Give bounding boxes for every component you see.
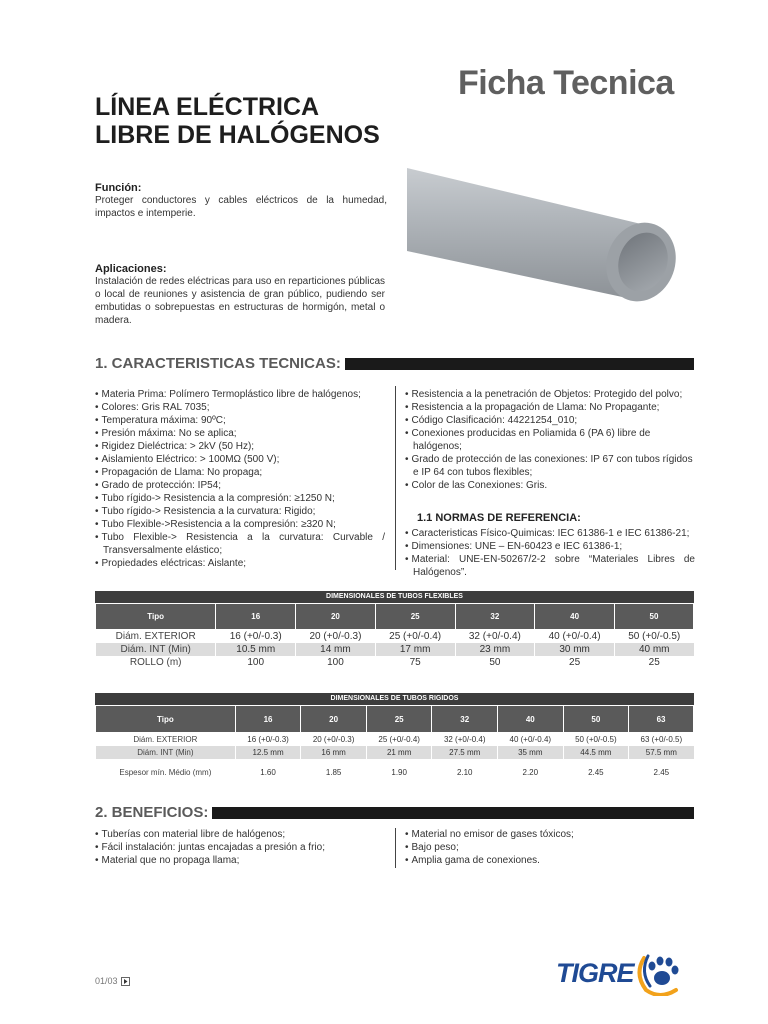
table-cell: 100 xyxy=(296,656,376,669)
list-item: • Propiedades eléctricas: Aislante; xyxy=(95,557,385,570)
section2-bar xyxy=(212,807,694,819)
section2-right-column xyxy=(405,828,695,867)
list-item: • Temperatura máxima: 90ºC; xyxy=(95,414,385,427)
table-rigid-grid xyxy=(95,705,694,787)
table-cell: 25 (+0/-0.4) xyxy=(366,733,432,746)
table-cell: 35 mm xyxy=(498,746,564,759)
list-item: • Material: UNE-EN-50267/2-2 sobre “Materiales Libres de Halógenos”. xyxy=(405,553,695,579)
section1-title: 1. CARACTERISTICAS TECNICAS: xyxy=(95,355,341,372)
column-divider xyxy=(395,386,396,570)
column-header: 16 xyxy=(235,706,301,733)
table-cell: 50 xyxy=(455,656,535,669)
row-label: Espesor mín. Médio (mm) xyxy=(96,759,236,787)
table-cell: 32 (+0/-0.4) xyxy=(432,733,498,746)
table-cell: 25 xyxy=(535,656,615,669)
table-row xyxy=(96,630,694,644)
table-cell: 16 mm xyxy=(301,746,367,759)
paw-logo-icon xyxy=(636,950,684,996)
table-row xyxy=(96,656,694,669)
table-row xyxy=(96,643,694,656)
list-item: • Color de las Conexiones: Gris. xyxy=(405,479,695,492)
row-label: Diám. EXTERIOR xyxy=(96,733,236,746)
table-cell: 27.5 mm xyxy=(432,746,498,759)
table-cell: 21 mm xyxy=(366,746,432,759)
table-cell: 16 (+0/-0.3) xyxy=(235,733,301,746)
table-cell: 12.5 mm xyxy=(235,746,301,759)
aplicaciones-label: Aplicaciones: xyxy=(95,263,167,275)
table-cell: 40 mm xyxy=(614,643,693,656)
table-flexible xyxy=(95,591,694,669)
row-label: Diám. INT (Min) xyxy=(96,746,236,759)
normas-title: 1.1 NORMAS DE REFERENCIA: xyxy=(417,512,581,524)
title-line-1: LÍNEA ELÉCTRICA xyxy=(95,93,320,121)
row-label: Diám. INT (Min) xyxy=(96,643,216,656)
document-title xyxy=(95,93,380,149)
table-cell: 1.90 xyxy=(366,759,432,787)
table-row xyxy=(96,759,694,787)
table-cell: 1.60 xyxy=(235,759,301,787)
section2-title: 2. BENEFICIOS: xyxy=(95,804,209,821)
list-item: • Rigidez Dieléctrica: > 2kV (50 Hz); xyxy=(95,440,385,453)
list-item: • Caracteristicas Físico-Quimicas: IEC 61386-1 e IEC 61386-21; xyxy=(405,527,695,540)
column-header: 40 xyxy=(535,604,615,630)
list-item: • Colores: Gris RAL 7035; xyxy=(95,401,385,414)
column-header: 32 xyxy=(455,604,535,630)
brand-text: TIGRE xyxy=(556,957,634,988)
section2-left-column xyxy=(95,828,385,867)
table-cell: 2.45 xyxy=(629,759,694,787)
list-item: • Resistencia a la propagación de Llama: No Propagante; xyxy=(405,401,695,414)
list-item: • Tuberías con material libre de halógenos; xyxy=(95,828,385,841)
list-item: • Grado de protección: IP54; xyxy=(95,479,385,492)
table-cell: 44.5 mm xyxy=(563,746,629,759)
table-cell: 1.85 xyxy=(301,759,367,787)
column-header: 20 xyxy=(296,604,376,630)
column-header: 20 xyxy=(301,706,367,733)
funcion-block xyxy=(95,182,387,220)
table-cell: 75 xyxy=(375,656,455,669)
list-item: • Material que no propaga llama; xyxy=(95,854,385,867)
tigre-logo xyxy=(556,950,684,996)
section1-left-list xyxy=(95,388,385,570)
table-cell: 16 (+0/-0.3) xyxy=(216,630,296,644)
column-header: 63 xyxy=(629,706,694,733)
table-cell: 57.5 mm xyxy=(629,746,694,759)
list-item: • Propagación de Llama: No propaga; xyxy=(95,466,385,479)
table-cell: 40 (+0/-0.4) xyxy=(535,630,615,644)
section1-bar xyxy=(345,358,694,370)
table-cell: 32 (+0/-0.4) xyxy=(455,630,535,644)
column-header: 40 xyxy=(498,706,564,733)
page-number-text: 01/03 xyxy=(95,976,118,986)
table-cell: 14 mm xyxy=(296,643,376,656)
section2-left-list xyxy=(95,828,385,867)
list-item: • Aislamiento Eléctrico: > 100MΩ (500 V); xyxy=(95,453,385,466)
list-item: • Fácil instalación: juntas encajadas a presión a frio; xyxy=(95,841,385,854)
list-item: • Tubo Flexible-> Resistencia a la curvatura: Curvable / Transversalmente elástico; xyxy=(95,531,385,557)
column-header: 25 xyxy=(375,604,455,630)
table-cell: 10.5 mm xyxy=(216,643,296,656)
table-cell: 25 xyxy=(614,656,693,669)
section2-header xyxy=(95,804,694,821)
list-item: • Material no emisor de gases tóxicos; xyxy=(405,828,695,841)
table-cell: 25 (+0/-0.4) xyxy=(375,630,455,644)
column-header: 16 xyxy=(216,604,296,630)
table-cell: 50 (+0/-0.5) xyxy=(614,630,693,644)
row-label: ROLLO (m) xyxy=(96,656,216,669)
table-cell: 2.45 xyxy=(563,759,629,787)
table-cell: 17 mm xyxy=(375,643,455,656)
table-flexible-grid xyxy=(95,603,694,669)
list-item: • Conexiones producidas en Poliamida 6 (PA 6) libre de halógenos; xyxy=(405,427,695,453)
table-row xyxy=(96,746,694,759)
aplicaciones-block xyxy=(95,263,385,327)
list-item: • Código Clasificación: 44221254_010; xyxy=(405,414,695,427)
column-header: 50 xyxy=(614,604,693,630)
column-header: 32 xyxy=(432,706,498,733)
table-cell: 20 (+0/-0.3) xyxy=(296,630,376,644)
column-header: Tipo xyxy=(96,604,216,630)
column-divider-2 xyxy=(395,828,396,868)
next-page-icon[interactable] xyxy=(121,977,130,986)
list-item: • Materia Prima: Polímero Termoplástico libre de halógenos; xyxy=(95,388,385,401)
section1-header xyxy=(95,355,694,372)
normas-list xyxy=(405,527,695,579)
table-cell: 23 mm xyxy=(455,643,535,656)
table-cell: 2.20 xyxy=(498,759,564,787)
row-label: Diám. EXTERIOR xyxy=(96,630,216,644)
section1-left-column xyxy=(95,388,385,570)
list-item: • Tubo rígido-> Resistencia a la curvatura: Rigido; xyxy=(95,505,385,518)
section1-right-column xyxy=(405,388,695,579)
list-item: • Grado de protección de las conexiones: IP 67 con tubos rígidos e IP 64 con tubos flexibles; xyxy=(405,453,695,479)
list-item: • Bajo peso; xyxy=(405,841,695,854)
funcion-text: Proteger conductores y cables eléctricos de la humedad, impactos e intemperie. xyxy=(95,195,387,219)
list-item: • Amplia gama de conexiones. xyxy=(405,854,695,867)
table-cell: 20 (+0/-0.3) xyxy=(301,733,367,746)
table-rigid xyxy=(95,693,694,787)
pipe-image xyxy=(405,156,680,311)
section1-right-list xyxy=(405,388,695,492)
table-rigid-caption: DIMENSIONALES DE TUBOS RIGIDOS xyxy=(95,693,694,705)
column-header: 50 xyxy=(563,706,629,733)
table-cell: 30 mm xyxy=(535,643,615,656)
funcion-label: Función: xyxy=(95,182,142,194)
list-item: • Tubo rígido-> Resistencia a la compresión: ≥1250 N; xyxy=(95,492,385,505)
table-cell: 63 (+0/-0.5) xyxy=(629,733,694,746)
list-item: • Resistencia a la penetración de Objetos: Protegido del polvo; xyxy=(405,388,695,401)
table-cell: 2.10 xyxy=(432,759,498,787)
title-line-2: LIBRE DE HALÓGENOS xyxy=(95,121,380,149)
column-header: 25 xyxy=(366,706,432,733)
list-item: • Tubo Flexible->Resistencia a la compresión: ≥320 N; xyxy=(95,518,385,531)
ficha-tecnica-heading: Ficha Tecnica xyxy=(458,64,674,102)
list-item: • Dimensiones: UNE – EN-60423 e IEC 61386-1; xyxy=(405,540,695,553)
table-flexible-caption: DIMENSIONALES DE TUBOS FLEXIBLES xyxy=(95,591,694,603)
page-number xyxy=(95,976,130,986)
aplicaciones-text: Instalación de redes eléctricas para uso en reparticiones públicas o local de reuniones y asistencia de gran público, pudiendo ser embutidas o sobrepuestas en estructuras de hormigón, metal o madera. xyxy=(95,276,385,326)
column-header: Tipo xyxy=(96,706,236,733)
table-cell: 40 (+0/-0.4) xyxy=(498,733,564,746)
table-cell: 100 xyxy=(216,656,296,669)
list-item: • Presión máxima: No se aplica; xyxy=(95,427,385,440)
table-row xyxy=(96,733,694,746)
table-cell: 50 (+0/-0.5) xyxy=(563,733,629,746)
section2-right-list xyxy=(405,828,695,867)
